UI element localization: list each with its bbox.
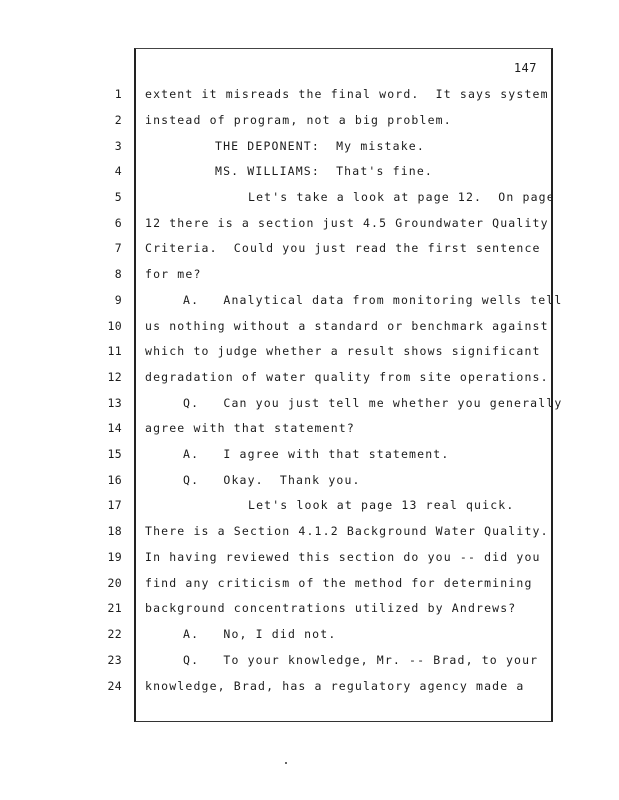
line-number: 13 <box>107 396 122 410</box>
line-number: 11 <box>107 344 122 358</box>
line-number: 4 <box>114 164 122 178</box>
transcript-line: A. Analytical data from monitoring wells tell <box>183 293 563 307</box>
line-number: 12 <box>107 370 122 384</box>
line-number: 8 <box>114 267 122 281</box>
line-number: 18 <box>107 524 122 538</box>
line-number: 7 <box>114 241 122 255</box>
line-number: 19 <box>107 550 122 564</box>
transcript-line: for me? <box>145 267 202 281</box>
transcript-line: which to judge whether a result shows significant <box>145 344 541 358</box>
line-number: 2 <box>114 113 122 127</box>
transcript-line: Let's look at page 13 real quick. <box>248 498 515 512</box>
transcript-line: A. I agree with that statement. <box>183 447 450 461</box>
line-number: 17 <box>107 498 122 512</box>
transcript-line: Q. To your knowledge, Mr. -- Brad, to your <box>183 653 539 667</box>
line-number: 21 <box>107 601 122 615</box>
transcript-line: Q. Can you just tell me whether you generally <box>183 396 563 410</box>
transcript-line: A. No, I did not. <box>183 627 337 641</box>
transcript-line: Q. Okay. Thank you. <box>183 473 361 487</box>
transcript-line: find any criticism of the method for determining <box>145 576 533 590</box>
transcript-line: degradation of water quality from site operations. <box>145 370 549 384</box>
transcript-line: Criteria. Could you just read the first sentence <box>145 241 541 255</box>
transcript-line: instead of program, not a big problem. <box>145 113 452 127</box>
line-number: 3 <box>114 139 122 153</box>
line-number: 16 <box>107 473 122 487</box>
transcript-line: There is a Section 4.1.2 Background Water Quality. <box>145 524 549 538</box>
line-number: 20 <box>107 576 122 590</box>
transcript-line: background concentrations utilized by Andrews? <box>145 601 517 615</box>
line-number: 14 <box>107 421 122 435</box>
scan-speck <box>285 762 287 764</box>
transcript-line: In having reviewed this section do you -- did you <box>145 550 541 564</box>
transcript-line: Let's take a look at page 12. On page <box>248 190 555 204</box>
line-number: 6 <box>114 216 122 230</box>
transcript-line: us nothing without a standard or benchmark against <box>145 319 549 333</box>
line-number: 15 <box>107 447 122 461</box>
transcript-line: THE DEPONENT: My mistake. <box>215 139 425 153</box>
page-number: 147 <box>513 61 537 75</box>
transcript-line: knowledge, Brad, has a regulatory agency made a <box>145 679 525 693</box>
transcript-line: agree with that statement? <box>145 421 355 435</box>
transcript-line: 12 there is a section just 4.5 Groundwater Quality <box>145 216 549 230</box>
line-number: 24 <box>107 679 122 693</box>
line-number: 10 <box>107 319 122 333</box>
transcript-line: extent it misreads the final word. It says system <box>145 87 549 101</box>
line-number: 22 <box>107 627 122 641</box>
transcript-line: MS. WILLIAMS: That's fine. <box>215 164 433 178</box>
line-number: 5 <box>114 190 122 204</box>
line-number: 23 <box>107 653 122 667</box>
line-number: 9 <box>114 293 122 307</box>
line-number: 1 <box>114 87 122 101</box>
